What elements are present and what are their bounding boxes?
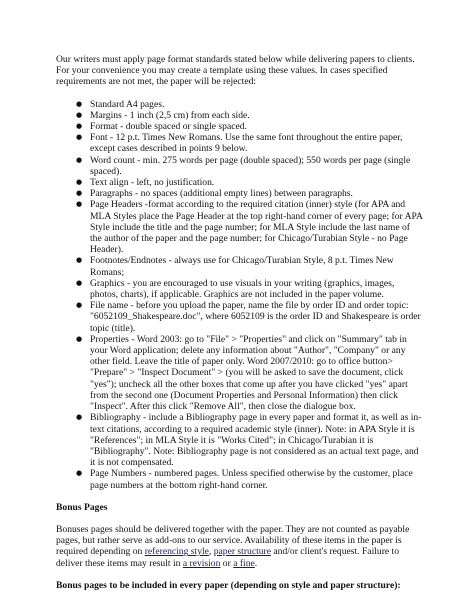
list-item-text: Bibliography - include a Bibliography page in every paper and format it, as well as in-text citations, according to a required academic style (inner). Note: in APA Style it is "References"; in MLA Style it is "Works Cited"; in Chicago/Turabian it is "Bibliography". Note: Bibliography page is not considered as an actual text page, and it is not compensated. <box>90 412 422 469</box>
bullet-icon: ● <box>76 189 83 198</box>
revision-link[interactable]: a revision <box>182 557 221 569</box>
list-item-text: Standard A4 pages. <box>90 98 165 110</box>
bonus-pages-subheading: Bonus pages to be included in every paper (depending on style and paper structure): <box>56 579 401 591</box>
list-item-text: Page Headers -format according to the required citation (inner) style (for APA and MLA Styles place the Page Header at the top right-hand corner of every page; for APA Style include the title and the page number; for MLA Style include the last name of the author of the paper and the page number; for Chicago/Turabian Style - no Page Header). <box>90 199 423 256</box>
intro-paragraph: Our writers must apply page format standards stated below while delivering papers to clients. For your convenience you may create a template using these values. In cases specified requirements are not met, the paper will be rejected: <box>56 54 415 88</box>
bullet-icon: ● <box>76 278 83 287</box>
list-item <box>56 177 424 188</box>
list-item <box>56 110 424 121</box>
list-item-text: Margins - 1 inch (2,5 cm) from each side. <box>90 109 250 121</box>
bonus-text: . <box>254 557 258 569</box>
list-item <box>56 99 424 110</box>
list-item <box>56 132 424 154</box>
bullet-icon: ● <box>76 122 83 131</box>
list-item-text: Footnotes/Endnotes - always use for Chicago/Turabian Style, 8 p.t. Times New Romans; <box>90 255 394 278</box>
list-item <box>56 334 424 412</box>
list-item-text: Paragraphs - no spaces (additional empty lines) between paragraphs. <box>90 188 353 200</box>
list-item <box>56 278 424 300</box>
bullet-icon: ● <box>76 155 83 164</box>
list-item-text: Word count - min. 275 words per page (double spaced); 550 words per page (single spaced). <box>90 154 411 177</box>
bullet-icon: ● <box>76 200 83 209</box>
bullet-icon: ● <box>76 99 83 108</box>
list-item <box>56 468 424 490</box>
bullet-icon: ● <box>76 256 83 265</box>
list-item <box>56 188 424 199</box>
list-item-text: Graphics - you are encouraged to use visuals in your writing (graphics, images, photos, charts), if applicable. Graphics are not included in the paper volume. <box>90 277 395 301</box>
bonus-text: or <box>220 557 234 569</box>
requirements-list <box>56 99 424 491</box>
fine-link[interactable]: a fine <box>233 557 255 569</box>
list-item-text: Text align - left, no justification. <box>90 177 215 189</box>
paper-structure-link[interactable]: paper structure <box>213 546 271 558</box>
bonus-paragraph <box>56 524 424 569</box>
list-item <box>56 300 424 334</box>
list-item <box>56 155 424 177</box>
bullet-icon: ● <box>76 334 83 343</box>
bullet-icon: ● <box>76 133 83 142</box>
referencing-style-link[interactable]: referencing style <box>144 546 209 558</box>
bonus-text: and/or client's request. Failure to deliver these items may result in <box>56 546 400 569</box>
list-item-text: Font - 12 p.t. Times New Romans. Use the same font throughout the entire paper, except cases described in points 9 below. <box>90 132 403 155</box>
list-item <box>56 412 424 468</box>
bullet-icon: ● <box>76 301 83 310</box>
list-item-text: Format - double spaced or single spaced. <box>90 121 247 133</box>
list-item <box>56 121 424 132</box>
list-item-text: File name - before you upload the paper, name the file by order ID and order topic: "6052109_Shakespeare.doc", where 6052109 is the order ID and Shakespeare is order topic (title). <box>90 300 421 334</box>
list-item <box>56 255 424 277</box>
document-page <box>56 54 424 591</box>
list-item <box>56 199 424 255</box>
bullet-icon: ● <box>76 413 83 422</box>
bonus-text: Bonuses pages should be delivered together with the paper. They are not counted as payable pages, but rather serve as add-ons to our service. Availability of these items in the paper is required depending on <box>56 523 410 558</box>
bullet-icon: ● <box>76 110 83 119</box>
bullet-icon: ● <box>76 178 83 187</box>
bonus-text: , <box>208 546 214 558</box>
bullet-icon: ● <box>76 469 83 478</box>
list-item-text: Properties - Word 2003: go to "File" > "Properties" and click on "Summary" tab in your Word application; delete any information about "Author", "Company" or any other field. Leave the title of paper only. Word 2007/2010: go to office button> "Prepare" > "Inspect Document" > (you will be asked to save the document, click "yes"); uncheck all the other boxes that come up after you have clicked "yes" apart from the second one (Document Properties and Personal Information) then click "Inspect". After this click "Remove All", then close the dialogue box. <box>90 333 408 413</box>
list-item-text: Page Numbers - numbered pages. Unless specified otherwise by the customer, place page numbers at the bottom right-hand corner. <box>90 468 413 491</box>
bonus-pages-heading: Bonus Pages <box>56 501 108 513</box>
